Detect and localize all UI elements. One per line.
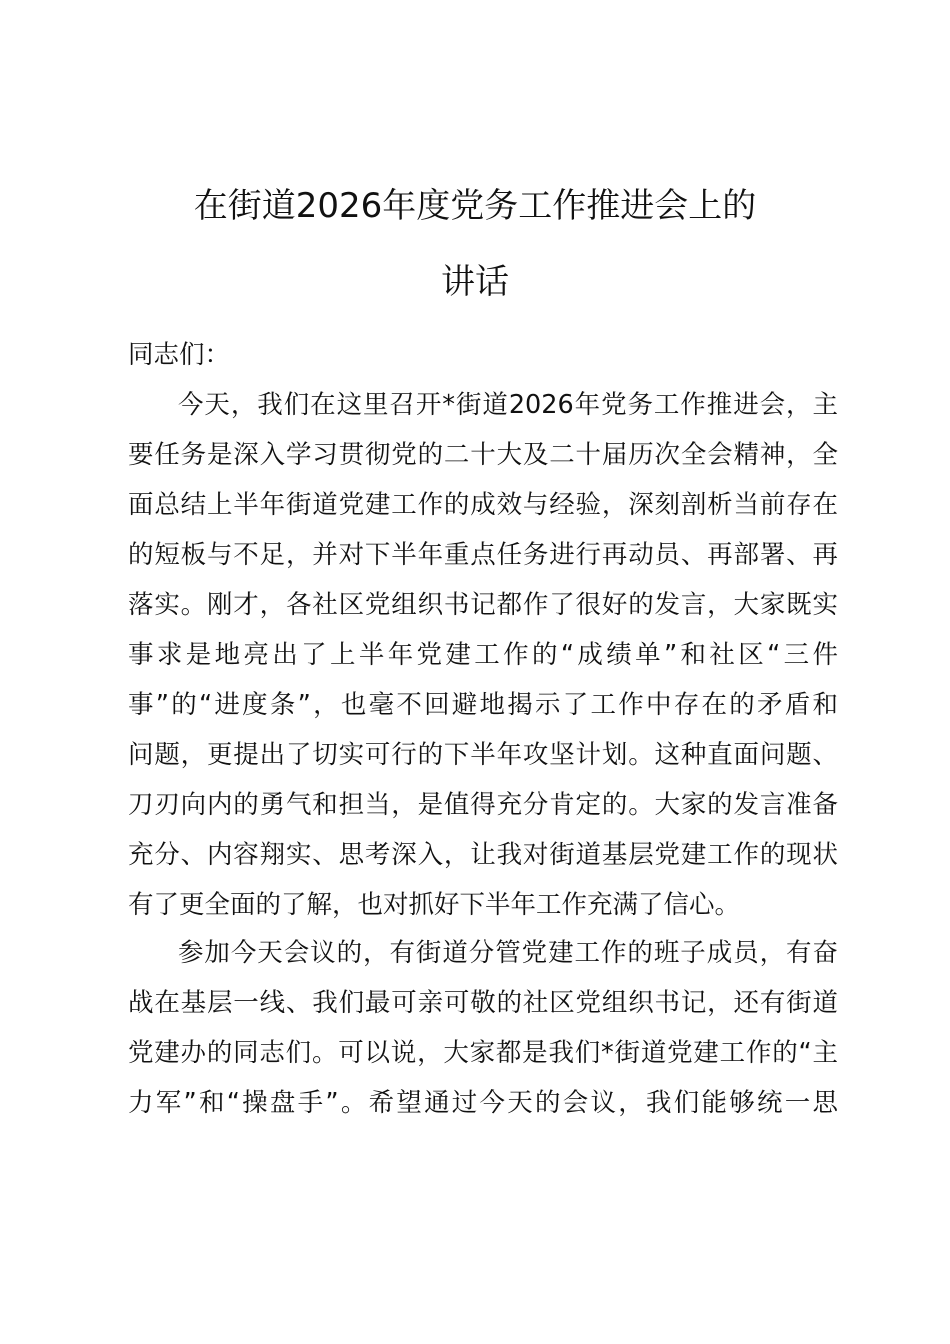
paragraph-1-line: 问题，更提出了切实可行的下半年攻坚计划。这种直面问题、	[128, 740, 838, 770]
paragraph-1-line: 有了更全面的了解，也对抓好下半年工作充满了信心。	[128, 890, 741, 920]
paragraph-1-line: 充分、内容翔实、思考深入，让我对街道基层党建工作的现状	[128, 840, 838, 870]
paragraph-2-line: 力军”和“操盘手”。希望通过今天的会议，我们能够统一思	[128, 1088, 838, 1118]
salutation: 同志们：	[128, 340, 231, 370]
paragraph-1-line: 今天，我们在这里召开*街道2026年党务工作推进会，主	[178, 390, 838, 420]
document-title-line-1: 在街道2026年度党务工作推进会上的	[193, 186, 757, 226]
paragraph-2-line: 战在基层一线、我们最可亲可敬的社区党组织书记，还有街道	[128, 988, 838, 1018]
paragraph-1-line: 的短板与不足，并对下半年重点任务进行再动员、再部署、再	[128, 540, 838, 570]
paragraph-1-line: 事求是地亮出了上半年党建工作的“成绩单”和社区“三件	[128, 640, 838, 670]
document-title-line-2: 讲话	[441, 262, 509, 302]
paragraph-1-line: 落实。刚才，各社区党组织书记都作了很好的发言，大家既实	[128, 590, 838, 620]
paragraph-1-line: 面总结上半年街道党建工作的成效与经验，深刻剖析当前存在	[128, 490, 838, 520]
paragraph-1-line: 事”的“进度条”，也毫不回避地揭示了工作中存在的矛盾和	[128, 690, 838, 720]
paragraph-2-line: 党建办的同志们。可以说，大家都是我们*街道党建工作的“主	[128, 1038, 838, 1068]
paragraph-1-line: 要任务是深入学习贯彻党的二十大及二十届历次全会精神，全	[128, 440, 838, 470]
paragraph-2-line: 参加今天会议的，有街道分管党建工作的班子成员，有奋	[178, 938, 838, 968]
paragraph-1-line: 刀刃向内的勇气和担当，是值得充分肯定的。大家的发言准备	[128, 790, 838, 820]
